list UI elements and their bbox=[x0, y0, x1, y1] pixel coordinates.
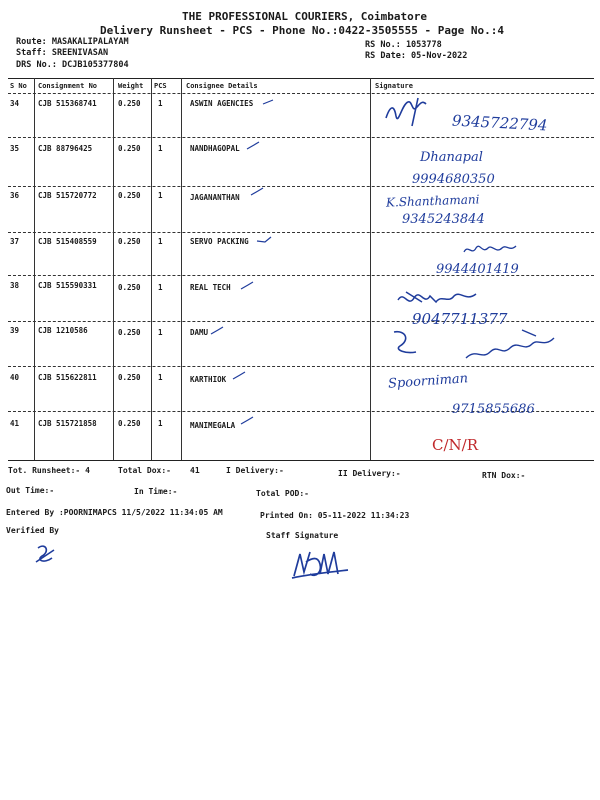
row-sno: 34 bbox=[10, 99, 20, 108]
row-pcs: 1 bbox=[158, 144, 163, 153]
handwritten-cnr-note: C/N/R bbox=[432, 436, 479, 454]
row-pcs: 1 bbox=[158, 419, 163, 428]
row-sno: 39 bbox=[10, 326, 20, 335]
handwritten-signature-name: Spoorniman bbox=[387, 371, 469, 392]
row-weight: 0.250 bbox=[118, 328, 141, 337]
row-weight: 0.250 bbox=[118, 144, 141, 153]
row-consignee: REAL TECH bbox=[190, 283, 231, 292]
row-weight: 0.250 bbox=[118, 237, 141, 246]
row-weight: 0.250 bbox=[118, 283, 141, 292]
row-consignment: CJB 515720772 bbox=[38, 191, 97, 200]
row-sno: 40 bbox=[10, 373, 20, 382]
printed-on: Printed On: 05-11-2022 11:34:23 bbox=[260, 511, 410, 520]
col-header-consignment: Consignment No bbox=[38, 82, 98, 90]
handwritten-signature bbox=[392, 288, 482, 312]
row-separator bbox=[8, 232, 594, 233]
handwritten-signature bbox=[386, 326, 576, 370]
table-header-rule bbox=[8, 93, 594, 94]
check-mark-icon bbox=[232, 371, 246, 381]
out-time-label: Out Time:- bbox=[6, 486, 55, 495]
col-header-consignee: Consignee Details bbox=[186, 82, 258, 90]
row-consignee: NANDHAGOPAL bbox=[190, 144, 240, 153]
row-sno: 36 bbox=[10, 191, 20, 200]
handwritten-phone: 9944401419 bbox=[436, 262, 519, 277]
row-separator bbox=[8, 186, 594, 187]
col-divider bbox=[151, 78, 152, 460]
row-sno: 35 bbox=[10, 144, 20, 153]
row-pcs: 1 bbox=[158, 373, 163, 382]
handwritten-phone: 9345243844 bbox=[402, 212, 485, 227]
check-mark-icon bbox=[262, 99, 274, 107]
staff-label: Staff: SREENIVASAN bbox=[16, 48, 109, 58]
total-dox-label: Total Dox:- bbox=[118, 466, 171, 475]
row-consignee: SERVO PACKING bbox=[190, 237, 249, 246]
total-runsheet: Tot. Runsheet:- 4 bbox=[8, 466, 90, 475]
runsheet-title: Delivery Runsheet - PCS - Phone No.:0422-3505555 - Page No.:4 bbox=[100, 24, 504, 37]
col-header-signature: Signature bbox=[375, 82, 413, 90]
verified-by-label: Verified By bbox=[6, 526, 59, 535]
staff-signature-label: Staff Signature bbox=[266, 531, 339, 540]
row-consignment: CJB 515590331 bbox=[38, 281, 97, 290]
check-mark-icon bbox=[246, 141, 260, 151]
handwritten-signature bbox=[382, 96, 452, 132]
row-separator bbox=[8, 137, 594, 138]
handwritten-phone: 9047711377 bbox=[412, 310, 508, 328]
row-consignment: CJB 515622811 bbox=[38, 373, 97, 382]
row-consignee: KARTHIOK bbox=[190, 375, 227, 384]
total-dox-value: 41 bbox=[190, 466, 200, 475]
col-header-pcs: PCS bbox=[154, 82, 167, 90]
handwritten-phone: 9994680350 bbox=[412, 172, 495, 187]
rs-number: RS No.: 1053778 bbox=[365, 40, 442, 50]
check-mark-icon bbox=[240, 416, 254, 426]
row-pcs: 1 bbox=[158, 99, 163, 108]
row-weight: 0.250 bbox=[118, 99, 141, 108]
row-weight: 0.250 bbox=[118, 419, 141, 428]
row-consignee: JAGANANTHAN bbox=[190, 193, 240, 202]
row-sno: 41 bbox=[10, 419, 20, 428]
row-consignment: CJB 1210586 bbox=[38, 326, 88, 335]
check-mark-icon bbox=[210, 326, 224, 336]
in-time-label: In Time:- bbox=[134, 487, 178, 496]
row-weight: 0.250 bbox=[118, 191, 141, 200]
handwritten-signature bbox=[462, 242, 522, 258]
check-mark-icon bbox=[250, 187, 264, 197]
row-consignment: CJB 88796425 bbox=[38, 144, 93, 153]
row-pcs: 1 bbox=[158, 283, 163, 292]
ii-delivery-label: II Delivery:- bbox=[338, 469, 401, 478]
drs-number: DRS No.: DCJB105377804 bbox=[16, 60, 129, 70]
table-top-rule bbox=[8, 78, 594, 79]
row-sno: 38 bbox=[10, 281, 20, 290]
row-pcs: 1 bbox=[158, 328, 163, 337]
entered-by: Entered By :POORNIMAPCS 11/5/2022 11:34:05 AM bbox=[6, 508, 223, 517]
handwritten-signature-name: K.Shanthamani bbox=[385, 192, 480, 210]
route-label: Route: MASAKALIPALAYAM bbox=[16, 37, 129, 47]
row-consignment: CJB 515408559 bbox=[38, 237, 97, 246]
rtn-dox-label: RTN Dox:- bbox=[482, 471, 526, 480]
row-sno: 37 bbox=[10, 237, 20, 246]
handwritten-phone: 9345722794 bbox=[451, 111, 548, 135]
row-consignee: ASWIN AGENCIES bbox=[190, 99, 254, 108]
i-delivery-label: I Delivery:- bbox=[226, 466, 284, 475]
company-title: THE PROFESSIONAL COURIERS, Coimbatore bbox=[182, 10, 428, 23]
row-consignee: DAMU bbox=[190, 328, 209, 337]
col-divider bbox=[113, 78, 114, 460]
row-consignment: CJB 515368741 bbox=[38, 99, 97, 108]
row-consignment: CJB 515721858 bbox=[38, 419, 97, 428]
verifier-signature bbox=[32, 542, 60, 566]
row-weight: 0.250 bbox=[118, 373, 141, 382]
staff-signature bbox=[290, 548, 350, 584]
check-mark-icon bbox=[256, 236, 272, 244]
row-pcs: 1 bbox=[158, 191, 163, 200]
col-header-weight: Weight bbox=[118, 82, 144, 90]
handwritten-signature-name: Dhanapal bbox=[420, 150, 483, 165]
rs-date: RS Date: 05-Nov-2022 bbox=[365, 51, 468, 61]
table-bottom-rule bbox=[8, 460, 594, 461]
col-divider bbox=[370, 78, 371, 460]
total-pod-label: Total POD:- bbox=[256, 489, 309, 498]
col-divider bbox=[181, 78, 182, 460]
row-consignee: MANIMEGALA bbox=[190, 421, 236, 430]
handwritten-phone: 9715855686 bbox=[452, 402, 535, 417]
check-mark-icon bbox=[240, 281, 254, 291]
col-divider bbox=[34, 78, 35, 460]
row-pcs: 1 bbox=[158, 237, 163, 246]
col-header-sno: S No bbox=[10, 82, 27, 90]
